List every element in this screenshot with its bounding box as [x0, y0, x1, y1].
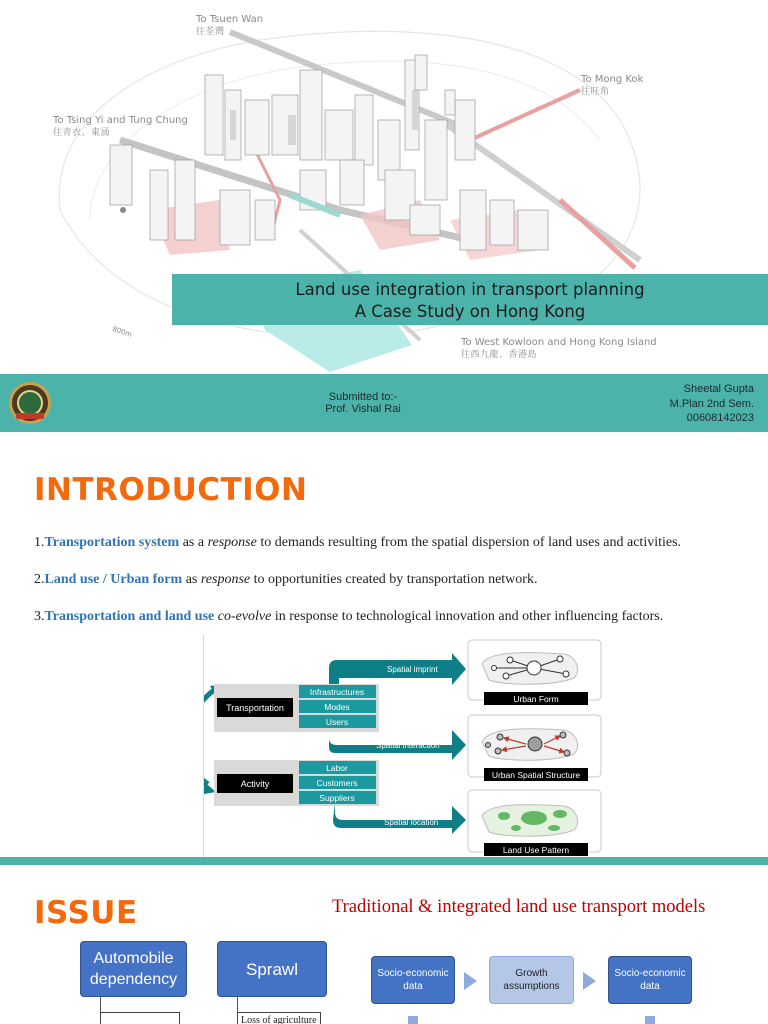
- university-logo-icon: [9, 382, 51, 424]
- loss-of-agriculture-box: Loss of agriculture: [237, 1012, 321, 1024]
- transportation-group: [214, 684, 379, 732]
- land-use-pattern-panel: [468, 790, 601, 856]
- submission-bar: [0, 374, 768, 432]
- svg-text:Spatial imprint: Spatial imprint: [387, 665, 438, 674]
- item-suppliers: Suppliers: [319, 793, 355, 803]
- spatial-interaction-arrow: [329, 730, 466, 760]
- transport-landuse-diagram: [203, 634, 609, 860]
- output-urban-spatial-structure: Urban Spatial Structure: [491, 770, 581, 780]
- hero-section: [0, 0, 768, 374]
- flow-arrow-icon: [583, 972, 596, 990]
- coevolve-cycle-arrow: [204, 690, 214, 784]
- flow-down-stub: [408, 1016, 418, 1024]
- diagram-canvas: [204, 634, 610, 860]
- models-heading: Traditional & integrated land use transport models: [332, 897, 706, 917]
- sprawl-box: Sprawl: [217, 941, 327, 997]
- transportation-label: Transportation: [226, 703, 284, 713]
- presentation-title: Land use integration in transport planning: [295, 280, 645, 299]
- intro-point-2: 2.Land use / Urban form as response to opportunities created by transportation network.: [34, 572, 538, 587]
- scale-label: 800m: [111, 325, 133, 339]
- item-infrastructures: Infrastructures: [309, 687, 365, 697]
- submitted-to: Submitted to:- Prof. Vishal Rai: [300, 391, 426, 415]
- item-labor: Labor: [326, 763, 348, 773]
- intro-point-3: 3.Transportation and land use co-evolve in response to technological innovation and other influencing factors.: [34, 609, 664, 624]
- author-program: M.Plan 2nd Sem.: [669, 397, 754, 410]
- flow-socio-economic-data: Socio-economic data: [371, 956, 455, 1004]
- item-customers: Customers: [316, 778, 358, 788]
- flow-socio-economic-data-2: Socio-economic data: [608, 956, 692, 1004]
- introduction-heading: INTRODUCTION: [34, 472, 308, 508]
- label-to-tsing-yi: To Tsing Yi and Tung Chung 往青衣、東涌: [53, 115, 188, 138]
- auto-child-box: [100, 1012, 180, 1024]
- activity-group: [214, 760, 379, 806]
- urban-form-panel: [468, 640, 601, 705]
- output-urban-form: Urban Form: [513, 694, 559, 704]
- flow-arrow-icon: [464, 972, 477, 990]
- section-divider: [0, 857, 768, 865]
- flow-down-stub: [645, 1016, 655, 1024]
- professor-name: Prof. Vishal Rai: [325, 403, 401, 415]
- title-band: [172, 274, 768, 325]
- svg-text:Spatial location: Spatial location: [384, 818, 439, 827]
- output-land-use-pattern: Land Use Pattern: [502, 845, 570, 855]
- intro-point-1: 1.Transportation system as a response to demands resulting from the spatial dispersion of land uses and activities.: [34, 535, 682, 550]
- automobile-dependency-box: Automobile dependency: [80, 941, 187, 997]
- label-to-tsuen-wan: To Tsuen Wan 往荃灣: [196, 14, 264, 37]
- item-modes: Modes: [324, 702, 350, 712]
- author-id: 00608142023: [686, 412, 754, 424]
- presentation-subtitle: A Case Study on Hong Kong: [354, 302, 586, 321]
- label-to-west-kowloon: To West Kowloon and Hong Kong Island 往西九龍、香港島: [461, 337, 657, 360]
- urban-spatial-structure-panel: [468, 715, 601, 781]
- author-info: [670, 382, 754, 426]
- activity-label: Activity: [240, 779, 270, 789]
- label-to-mong-kok: To Mong Kok 往旺角: [581, 74, 644, 97]
- flow-growth-assumptions: Growth assumptions: [489, 956, 574, 1004]
- issue-heading: ISSUE: [34, 895, 138, 931]
- author-name: Sheetal Gupta: [683, 383, 754, 395]
- spatial-location-arrow: [333, 802, 466, 834]
- item-users: Users: [325, 717, 349, 727]
- svg-text:Spatial interaction: Spatial interaction: [376, 741, 440, 750]
